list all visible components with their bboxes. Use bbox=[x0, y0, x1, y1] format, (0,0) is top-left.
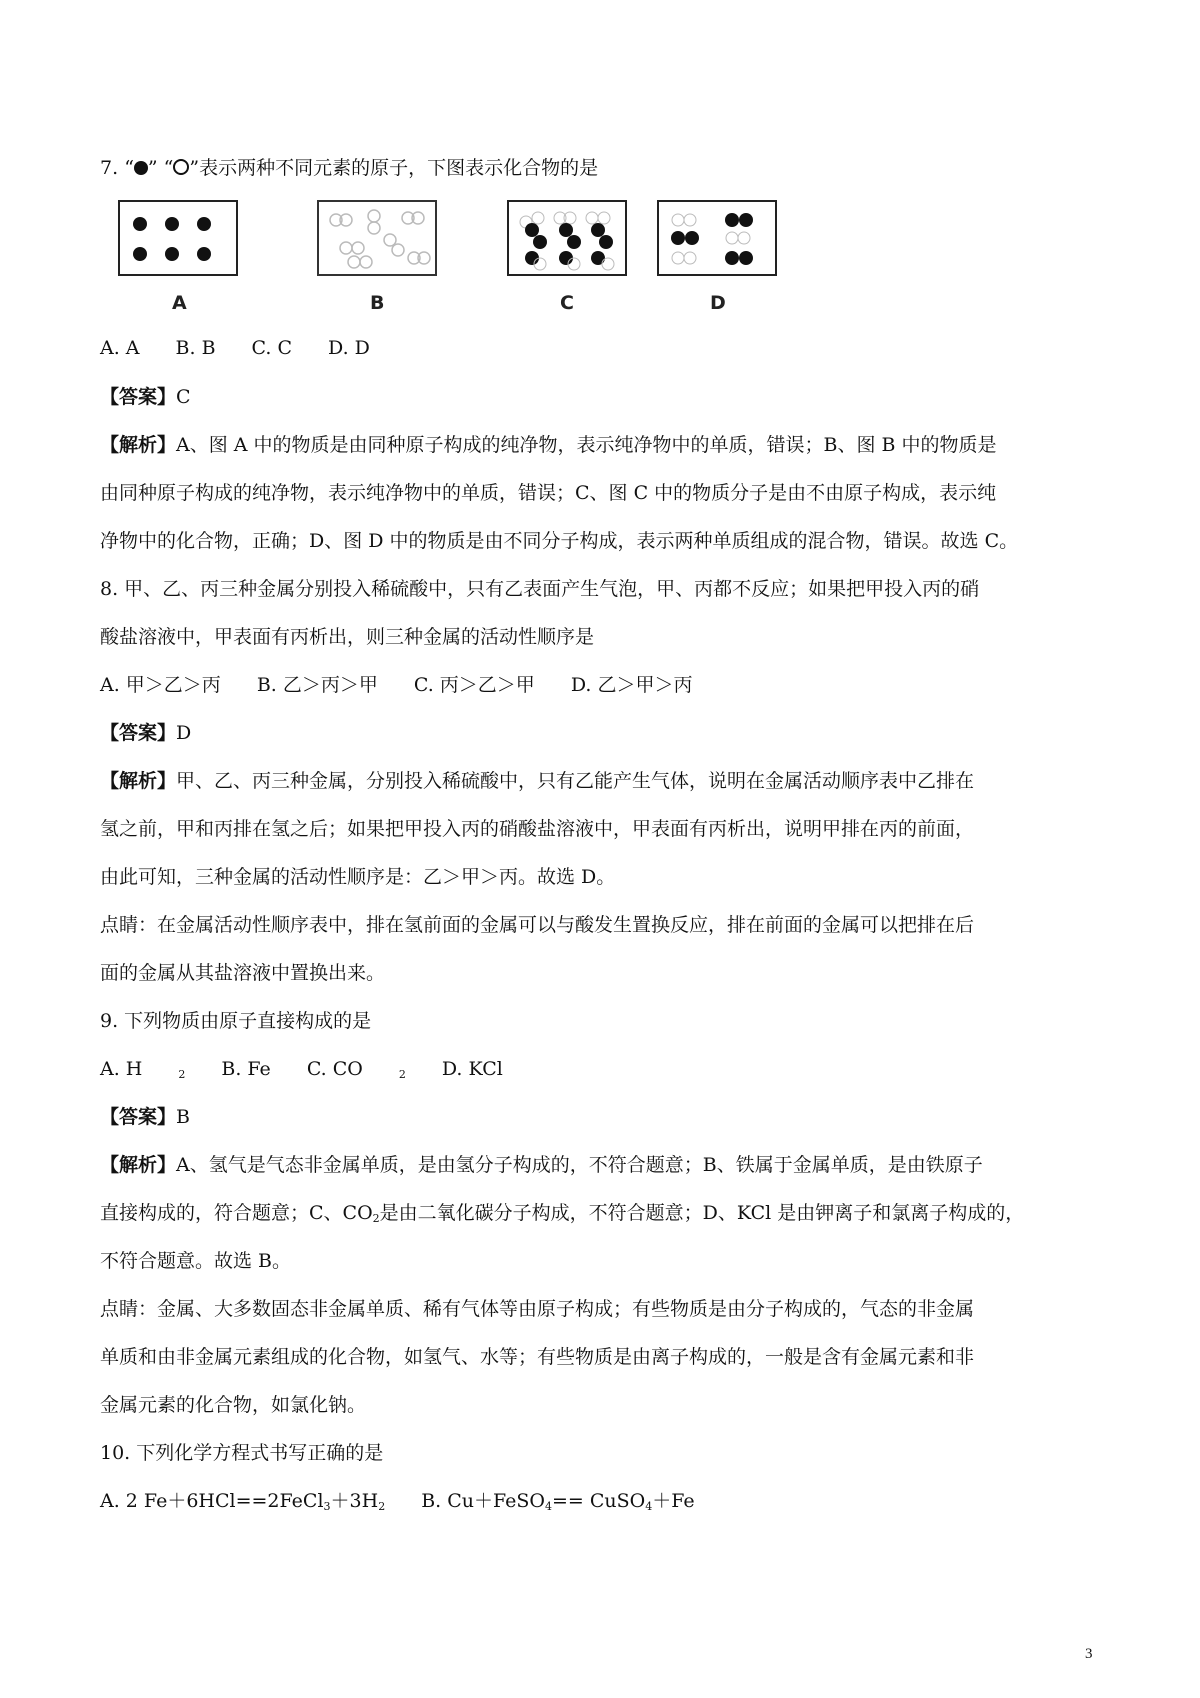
q8-analysis-2: 氢之前，甲和丙排在氢之后；如果把甲投入丙的硝酸盐溶液中，甲表面有丙析出，说明甲排在丙的前面， bbox=[100, 818, 975, 840]
figure-label-c: C bbox=[560, 292, 574, 314]
q10-question: 10. 下列化学方程式书写正确的是 bbox=[100, 1442, 384, 1464]
q8-options bbox=[100, 673, 728, 697]
box-a bbox=[119, 201, 237, 275]
white-atom-icon bbox=[173, 159, 189, 175]
option-d: D. KCl bbox=[441, 1058, 503, 1080]
q10-options bbox=[100, 1489, 695, 1519]
option-d: D. D bbox=[328, 337, 370, 359]
box-d bbox=[658, 201, 776, 275]
figure-label-b: B bbox=[370, 292, 385, 314]
box-c bbox=[508, 201, 626, 275]
option-a: A. 2 $Fe+6HCl==2FeCl_3+3H_2$ bbox=[100, 1490, 386, 1513]
option-c: C. C bbox=[251, 337, 293, 359]
q9-analysis-1: 【解析】A、氢气是气态非金属单质，是由氢分子构成的，不符合题意；B、铁属于金属单质，是由铁原子 bbox=[100, 1154, 983, 1176]
option-b: B. B bbox=[175, 337, 216, 359]
q8-question-1: 8. 甲、乙、丙三种金属分别投入稀硫酸中，只有乙表面产生气泡，甲、丙都不反应；如果把甲投入丙的硝 bbox=[100, 578, 980, 600]
q9-analysis-2: 直接构成的，符合题意；C、$CO_2$是由二氧化碳分子构成，不符合题意；D、KCl 是由钾离子和氯离子构成的， bbox=[100, 1202, 1025, 1225]
option-b: B. Fe bbox=[221, 1058, 271, 1080]
option-d: D. 乙＞甲＞丙 bbox=[570, 674, 693, 696]
q7-analysis-3: 净物中的化合物，正确；D、图 D 中的物质是由不同分子构成，表示两种单质组成的混合物，错误。故选 C。 bbox=[100, 530, 1019, 552]
q9-analysis-3: 不符合题意。故选 B。 bbox=[100, 1250, 292, 1272]
q8-answer: 【答案】D bbox=[100, 722, 192, 744]
q9-options bbox=[100, 1057, 539, 1087]
option-c: C. CO $_2$ bbox=[306, 1058, 406, 1081]
q8-analysis-1: 【解析】甲、乙、丙三种金属，分别投入稀硫酸中，只有乙能产生气体，说明在金属活动顺序表中乙排在 bbox=[100, 770, 975, 792]
option-c: C. 丙＞乙＞甲 bbox=[413, 674, 535, 696]
option-a: A. H $_2$ bbox=[100, 1058, 186, 1081]
figure-label-a: A bbox=[172, 292, 187, 314]
q9-comment-2: 单质和由非金属元素组成的化合物，如氢气、水等；有些物质是由离子构成的，一般是含有金属元素和非 bbox=[100, 1346, 975, 1368]
q7-analysis-1: 【解析】A、图 A 中的物质是由同种原子构成的纯净物，表示纯净物中的单质，错误；B、图 B 中的物质是 bbox=[100, 434, 997, 456]
q7-answer: 【答案】C bbox=[100, 386, 191, 408]
q9-answer: 【答案】B bbox=[100, 1106, 190, 1128]
q7-analysis-2: 由同种原子构成的纯净物，表示纯净物中的单质，错误；C、图 C 中的物质分子是由不由原子构成，表示纯 bbox=[100, 482, 997, 504]
q7-question: 7. “ ” “ ”表示两种不同元素的原子，下图表示化合物的是 bbox=[100, 157, 599, 179]
option-a: A. 甲＞乙＞丙 bbox=[100, 674, 221, 696]
figure-label-d: D bbox=[710, 292, 726, 314]
molecule-diagram bbox=[118, 200, 838, 320]
page-number: 3 bbox=[1085, 1646, 1093, 1662]
q8-question-2: 酸盐溶液中，甲表面有丙析出，则三种金属的活动性顺序是 bbox=[100, 626, 595, 648]
q7-figure bbox=[118, 200, 838, 320]
q9-comment-1: 点睛：金属、大多数固态非金属单质、稀有气体等由原子构成；有些物质是由分子构成的，气态的非金属 bbox=[100, 1298, 975, 1320]
option-a: A. A bbox=[100, 337, 140, 359]
option-b: B. Cu＋FeSO$_4$== CuSO$_4$＋Fe bbox=[421, 1490, 695, 1513]
q8-analysis-3: 由此可知，三种金属的活动性顺序是：乙＞甲＞丙。故选 D。 bbox=[100, 866, 616, 888]
option-b: B. 乙＞丙＞甲 bbox=[256, 674, 378, 696]
q9-comment-3: 金属元素的化合物，如氯化钠。 bbox=[100, 1394, 367, 1416]
q8-comment-2: 面的金属从其盐溶液中置换出来。 bbox=[100, 962, 386, 984]
q9-question: 9. 下列物质由原子直接构成的是 bbox=[100, 1010, 372, 1032]
q7-options bbox=[100, 336, 406, 360]
black-atom-icon bbox=[134, 161, 148, 175]
q8-comment-1: 点睛：在金属活动性顺序表中，排在氢前面的金属可以与酸发生置换反应，排在前面的金属可以把排在后 bbox=[100, 914, 975, 936]
box-b bbox=[318, 201, 436, 275]
